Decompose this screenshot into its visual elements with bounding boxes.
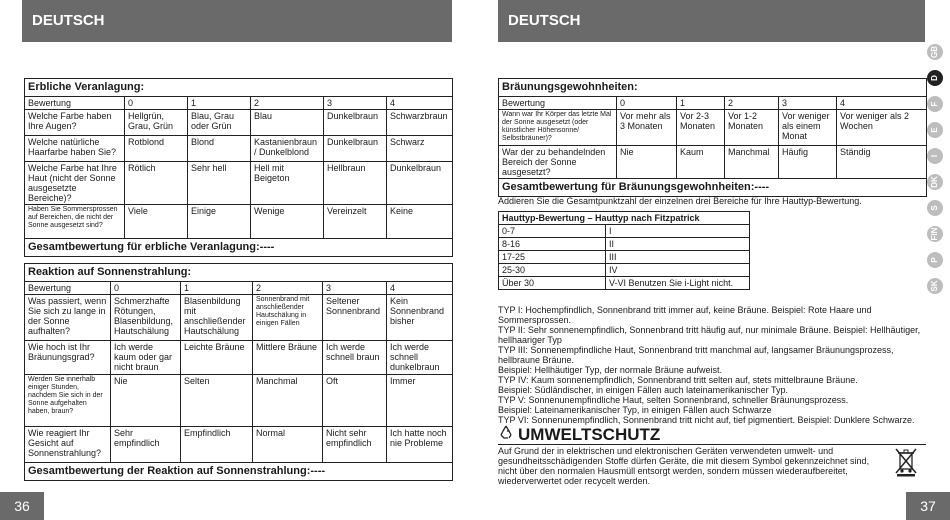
- language-tab-p: P: [927, 252, 943, 268]
- answer-cell: Mittlere Bräune: [253, 341, 323, 375]
- score-cell: 0-7: [499, 225, 606, 238]
- header-cell: Bewertung: [25, 97, 125, 110]
- answer-cell: Ich werde schnell braun: [323, 341, 387, 375]
- answer-cell: Leichte Bräune: [181, 341, 253, 375]
- answer-cell: Ich werde schnell dunkelbraun: [387, 341, 453, 375]
- answer-cell: Kein Sonnenbrand bisher: [387, 295, 453, 341]
- type-line: TYP III: Sonnenempfindliche Haut, Sonnenbrand tritt manchmal auf, langsamer Bräunungsprozess, hellbraune Bräune.: [498, 345, 894, 365]
- umweltschutz-heading: [498, 424, 660, 445]
- answer-cell: Blau: [251, 110, 324, 136]
- answer-cell: Blasenbildung mit anschließender Hautschälung: [181, 295, 253, 341]
- table-row: [499, 146, 927, 179]
- answer-cell: Vor weniger als einem Monat: [779, 110, 837, 146]
- answer-cell: Einige: [188, 205, 251, 239]
- answer-cell: Sehr empfindlich: [111, 427, 181, 463]
- language-tab-sk: SK: [927, 278, 943, 294]
- question-cell: Welche Farbe hat Ihre Haut (nicht der Sonne ausgesetzte Bereiche)?: [25, 162, 125, 205]
- table-header-row: [25, 97, 453, 110]
- table-header-row: [499, 97, 927, 110]
- header-cell: 3: [779, 97, 837, 110]
- braeunung-title: Bräunungsgewohnheiten:: [499, 79, 927, 97]
- reaktion-total: Gesamtbewertung der Reaktion auf Sonnenstrahlung:----: [25, 463, 453, 481]
- answer-cell: Sonnenbrand mit anschließender Hautschälung in einigen Fällen: [253, 295, 323, 341]
- question-cell: Werden Sie innerhalb einiger Stunden, nachdem Sie sich in der Sonne aufgehalten haben, braun?: [25, 375, 111, 427]
- reaktion-table: [24, 263, 453, 481]
- type-line: TYP V: Sonnenunempfindliche Haut, selten Sonnenbrand, schneller Bräunungsprozess.: [498, 395, 849, 405]
- answer-cell: Rötlich: [125, 162, 188, 205]
- header-cell: 3: [324, 97, 387, 110]
- answer-cell: Ich hatte noch nie Probleme: [387, 427, 453, 463]
- divider: [498, 444, 926, 445]
- header-cell: 4: [387, 282, 453, 295]
- table-row: [499, 225, 750, 238]
- answer-cell: Empfindlich: [181, 427, 253, 463]
- language-tabs: [927, 44, 943, 474]
- answer-cell: Selten: [181, 375, 253, 427]
- question-cell: Wie reagiert Ihr Gesicht auf Sonnenstrahlung?: [25, 427, 111, 463]
- header-cell: Bewertung: [499, 97, 617, 110]
- answer-cell: Immer: [387, 375, 453, 427]
- answer-cell: Dunkelbraun: [324, 136, 387, 162]
- question-cell: Wann war Ihr Körper das letzte Mal der Sonne ausgesetzt (oder künstlicher Höhensonne/ Selbstbräuner)?: [499, 110, 617, 146]
- answer-cell: Vor 1-2 Monaten: [725, 110, 779, 146]
- page-number-left: 36: [0, 492, 44, 520]
- answer-cell: Vor mehr als 3 Monaten: [617, 110, 677, 146]
- type-line: TYP IV: Kaum sonnenempfindlich, Sonnenbrand tritt selten auf, stets mittelbraune Bräune.: [498, 375, 858, 385]
- answer-cell: Häufig: [779, 146, 837, 179]
- table-row: [25, 136, 453, 162]
- language-tab-e: E: [927, 122, 943, 138]
- table-row: [25, 110, 453, 136]
- answer-cell: Manchmal: [253, 375, 323, 427]
- answer-cell: Rotblond: [125, 136, 188, 162]
- answer-cell: Blau, Grau oder Grün: [188, 110, 251, 136]
- header-cell: 2: [253, 282, 323, 295]
- answer-cell: Vor weniger als 2 Wochen: [837, 110, 927, 146]
- erbliche-total: Gesamtbewertung für erbliche Veranlagung:----: [25, 239, 453, 257]
- type-cell: I: [606, 225, 750, 238]
- answer-cell: Ständig: [837, 146, 927, 179]
- crossed-bin-icon: [893, 447, 919, 482]
- table-row: [499, 251, 750, 264]
- table-row: [25, 205, 453, 239]
- skin-type-descriptions: [498, 305, 924, 425]
- reaktion-title: Reaktion auf Sonnenstrahlung:: [25, 264, 453, 282]
- braeunung-table: [498, 78, 927, 197]
- header-cell: 0: [617, 97, 677, 110]
- language-tab-s: S: [927, 200, 943, 216]
- type-cell: II: [606, 238, 750, 251]
- intro-text: Addieren Sie die Gesamtpunktzahl der einzelnen drei Bereiche für Ihre Hauttyp-Bewertung.: [498, 196, 862, 206]
- answer-cell: Oft: [323, 375, 387, 427]
- answer-cell: Manchmal: [725, 146, 779, 179]
- table-row: [25, 295, 453, 341]
- question-cell: Was passiert, wenn Sie sich zu lange in der Sonne aufhalten?: [25, 295, 111, 341]
- page-header-left: DEUTSCH: [22, 0, 452, 42]
- header-cell: 0: [111, 282, 181, 295]
- header-cell: 1: [181, 282, 253, 295]
- answer-cell: Schwarzbraun: [387, 110, 453, 136]
- score-cell: 25-30: [499, 264, 606, 277]
- table-row: [25, 427, 453, 463]
- type-line: TYP I: Hochempfindlich, Sonnenbrand tritt immer auf, keine Bräune. Beispiel: Rote Haare und Sommersprossen.: [498, 305, 872, 325]
- answer-cell: Nie: [617, 146, 677, 179]
- answer-cell: Hellgrün, Grau, Grün: [125, 110, 188, 136]
- header-cell: 1: [677, 97, 725, 110]
- answer-cell: Nicht sehr empfindlich: [323, 427, 387, 463]
- language-tab-f: F: [927, 96, 943, 112]
- erbliche-table: [24, 78, 453, 257]
- language-tab-fin: FIN: [927, 226, 943, 242]
- type-line: TYP VI: Sonnenunempfindlich, Sonnenbrand tritt nicht auf, tief pigmentiert. Beispiel: Dunklere Schwarze.: [498, 415, 915, 425]
- language-tab-d: D: [927, 70, 943, 86]
- answer-cell: Schmerzhafte Rötungen, Blasenbildung, Hautschälung: [111, 295, 181, 341]
- answer-cell: Kaum: [677, 146, 725, 179]
- answer-cell: Normal: [253, 427, 323, 463]
- answer-cell: Keine: [387, 205, 453, 239]
- score-cell: 8-16: [499, 238, 606, 251]
- question-cell: War der zu behandelnden Bereich der Sonne ausgesetzt?: [499, 146, 617, 179]
- braeunung-total: Gesamtbewertung für Bräunungsgewohnheiten:----: [499, 179, 927, 197]
- table-row: [25, 162, 453, 205]
- header-cell: 4: [387, 97, 453, 110]
- answer-cell: Vereinzelt: [324, 205, 387, 239]
- language-tab-i: I: [927, 148, 943, 164]
- umwelt-line: wiederverwertet oder recycelt werden.: [498, 476, 651, 486]
- header-cell: 2: [251, 97, 324, 110]
- answer-cell: Ich werde kaum oder gar nicht braun: [111, 341, 181, 375]
- page-header-right: DEUTSCH: [498, 0, 925, 42]
- table-row: [499, 238, 750, 251]
- umwelt-line: nicht über den normalen Hausmüll entsorgt werden, sondern müssen wiederaufbereitet,: [498, 466, 848, 476]
- recycle-icon: [498, 424, 514, 445]
- type-cell: IV: [606, 264, 750, 277]
- header-cell: 2: [725, 97, 779, 110]
- header-cell: 4: [837, 97, 927, 110]
- table-row: [499, 264, 750, 277]
- language-tab-gb: GB: [927, 44, 943, 60]
- answer-cell: Hellbraun: [324, 162, 387, 205]
- answer-cell: Wenige: [251, 205, 324, 239]
- score-cell: Über 30: [499, 277, 606, 290]
- header-cell: 1: [188, 97, 251, 110]
- answer-cell: Blond: [188, 136, 251, 162]
- type-cell: V-VI Benutzen Sie i-Light nicht.: [606, 277, 750, 290]
- answer-cell: Nie: [111, 375, 181, 427]
- answer-cell: Sehr hell: [188, 162, 251, 205]
- header-cell: 3: [323, 282, 387, 295]
- header-cell: 0: [125, 97, 188, 110]
- answer-cell: Vor 2-3 Monaten: [677, 110, 725, 146]
- type-line: Beispiel: Hellhäutiger Typ, der normale Bräune aufweist.: [498, 365, 722, 375]
- score-cell: 17-25: [499, 251, 606, 264]
- table-row: [499, 110, 927, 146]
- type-line: TYP II: Sehr sonnenempfindlich, Sonnenbrand tritt häufig auf, nur minimale Bräune. Beispiel: Hellhäutiger, hellhaariger Typ: [498, 325, 921, 345]
- answer-cell: Seltener Sonnenbrand: [323, 295, 387, 341]
- hauttyp-header: Hauttyp-Bewertung – Hauttyp nach Fitzpatrick: [499, 212, 750, 225]
- type-line: Beispiel: Lateinamerikanischer Typ, in einigen Fällen auch Schwarze: [498, 405, 772, 415]
- hauttyp-table: [498, 211, 750, 290]
- umweltschutz-title: UMWELTSCHUTZ: [518, 424, 661, 444]
- table-row: [499, 277, 750, 290]
- table-row: [25, 375, 453, 427]
- answer-cell: Viele: [125, 205, 188, 239]
- type-cell: III: [606, 251, 750, 264]
- umweltschutz-text: [498, 446, 878, 486]
- table-header-row: [25, 282, 453, 295]
- question-cell: Haben Sie Sommersprossen auf Bereichen, die nicht der Sonne ausgesetzt sind?: [25, 205, 125, 239]
- header-cell: Bewertung: [25, 282, 111, 295]
- question-cell: Welche Farbe haben Ihre Augen?: [25, 110, 125, 136]
- erbliche-title: Erbliche Veranlagung:: [25, 79, 453, 97]
- answer-cell: Hell mit Beigeton: [251, 162, 324, 205]
- language-tab-dk: DK: [927, 174, 943, 190]
- umwelt-line: Auf Grund der in elektrischen und elektronischen Geräten verwendeten umwelt- und: [498, 446, 834, 456]
- answer-cell: Kastanienbraun / Dunkelblond: [251, 136, 324, 162]
- answer-cell: Schwarz: [387, 136, 453, 162]
- answer-cell: Dunkelbraun: [387, 162, 453, 205]
- umwelt-line: gesundheitsschädigenden Stoffe dürfen Geräte, die mit diesem Symbol gekennzeichnet sind,: [498, 456, 870, 466]
- type-line: Beispiel: Südländischer, in einigen Fällen auch lateinamerikanischer Typ.: [498, 385, 789, 395]
- question-cell: Welche natürliche Haarfarbe haben Sie?: [25, 136, 125, 162]
- question-cell: Wie hoch ist Ihr Bräunungsgrad?: [25, 341, 111, 375]
- page-number-right: 37: [906, 492, 950, 520]
- table-row: [25, 341, 453, 375]
- answer-cell: Dunkelbraun: [324, 110, 387, 136]
